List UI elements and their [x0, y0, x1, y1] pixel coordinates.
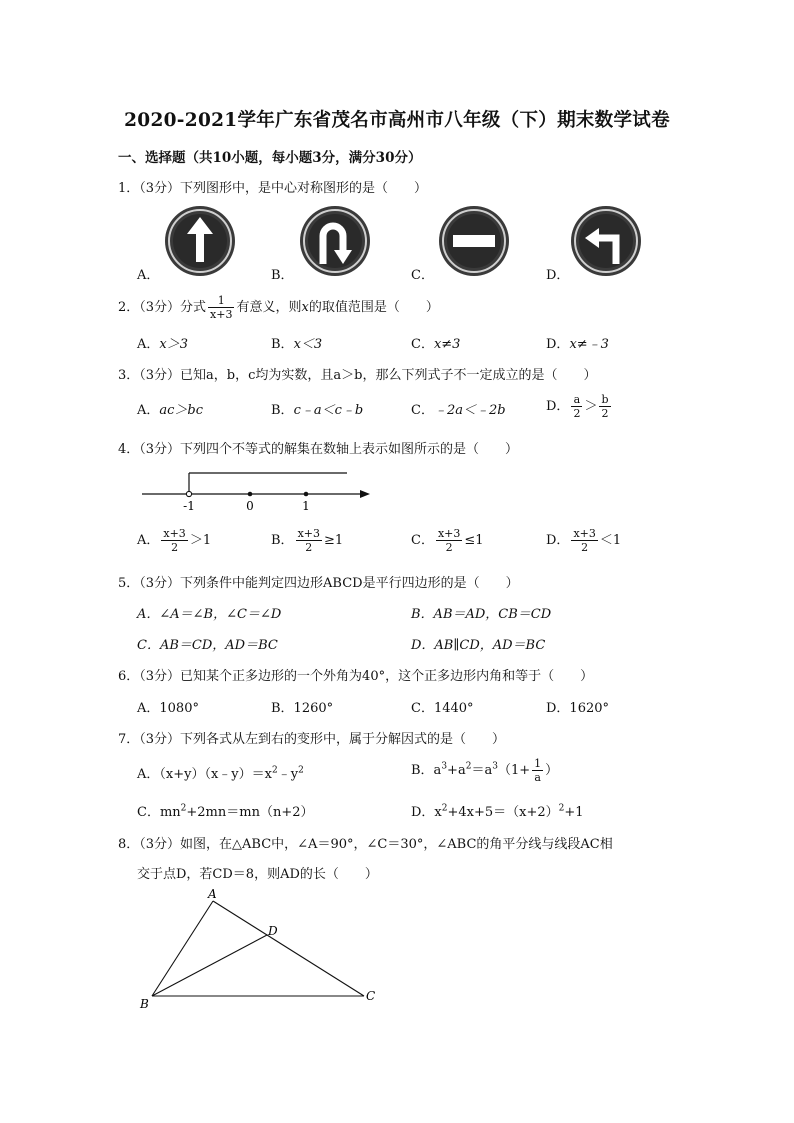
vertex-label-d: D [268, 924, 278, 938]
question-1-stem: 1．（3分）下列图形中，是中心对称图形的是（ ） [118, 181, 428, 196]
q2-stem-pre: 2．（3分）分式 [118, 300, 207, 315]
q2-stem-post: 有意义，则 [236, 300, 302, 315]
q2-option-a: A．x＞3 [137, 337, 188, 352]
question-6-stem: 6．（3分）已知某个正多边形的一个外角为40°，这个正多边形内角和等于（ ） [118, 669, 594, 684]
q5-option-a: A．∠A＝∠B，∠C＝∠D [137, 607, 282, 622]
vertex-label-a: A [208, 887, 217, 901]
up-arrow-sign-icon [163, 204, 237, 278]
q2-fraction [208, 294, 234, 321]
q3-option-b: B．c﹣a＜c﹣b [271, 403, 364, 418]
number-line-figure [140, 466, 380, 516]
question-8-stem-line-1: 8．（3分）如图，在△ABC中，∠A＝90°，∠C＝30°，∠ABC的角平分线与线段AC相 [118, 837, 613, 852]
q3-option-a: A．ac＞bc [137, 403, 204, 418]
section-heading: 一、选择题（共10小题，每小题3分，满分30分） [118, 150, 422, 166]
q7-option-d: D．$x^2+4x+5=(x+2)^2+1$ [411, 803, 584, 820]
q4-option-c: C． $\frac{x+3}{2}$ ≤1 [411, 527, 484, 554]
q1-option-b: B． [271, 268, 294, 283]
q5-option-d: D．AB∥CD，AD＝BC [411, 638, 546, 653]
q1-option-c: C． [411, 268, 434, 283]
q6-option-d: D．1620° [546, 701, 610, 716]
q6-option-a: A．1080° [137, 701, 199, 716]
q1-option-d: D． [546, 268, 570, 283]
q4-option-a: A． $\frac{x+3}{2}$ ＞1 [137, 527, 212, 554]
q1-option-a: A． [137, 268, 160, 283]
q2-option-c: C．x≠3 [411, 337, 461, 352]
question-2-stem [118, 294, 439, 321]
question-4-stem: 4．（3分）下列四个不等式的解集在数轴上表示如图所示的是（ ） [118, 442, 519, 457]
q2-option-b: B．x＜3 [271, 337, 323, 352]
q2-variable: x [301, 300, 309, 315]
question-3-stem: 3．（3分）已知a，b，c均为实数，且a＞b，那么下列式子不一定成立的是（ ） [118, 368, 597, 383]
q4-option-b: B． $\frac{x+3}{2}$ ≥1 [271, 527, 344, 554]
q7-option-b: B．$a^3+a^2=a^3(1+$ $\frac{1}{a}$ ） [411, 757, 559, 784]
u-turn-sign-icon [298, 204, 372, 278]
question-8-stem-line-2: 交于点D，若CD＝8，则AD的长（ ） [137, 867, 378, 882]
no-entry-sign-icon [437, 204, 511, 278]
q3-option-c: C．﹣2a＜﹣2b [411, 403, 506, 418]
turn-left-sign-icon [569, 204, 643, 278]
vertex-label-c: C [366, 989, 376, 1003]
q6-option-c: C．1440° [411, 701, 474, 716]
triangle-figure [136, 886, 386, 1014]
axis-label-minus-one: -1 [183, 499, 195, 513]
q5-option-c: C．AB＝CD，AD＝BC [137, 638, 278, 653]
axis-label-zero: 0 [246, 499, 254, 513]
page-title: 2020-2021学年广东省茂名市高州市八年级（下）期末数学试卷 [124, 110, 670, 131]
q2-frac-num: 1 [208, 294, 234, 308]
q2-frac-den: x+3 [210, 308, 233, 321]
question-7-stem: 7．（3分）下列各式从左到右的变形中，属于分解因式的是（ ） [118, 732, 506, 747]
q6-option-b: B．1260° [271, 701, 334, 716]
q7-option-a: A．$(x+y)(x﹣y)=x^2﹣y^2$ [137, 765, 304, 782]
vertex-label-b: B [140, 997, 149, 1011]
question-5-stem: 5．（3分）下列条件中能判定四边形ABCD是平行四边形的是（ ） [118, 576, 519, 591]
q4-option-d: D． $\frac{x+3}{2}$ ＜1 [546, 527, 622, 554]
q5-option-b: B．AB＝AD，CB＝CD [411, 607, 552, 622]
axis-label-one: 1 [302, 499, 310, 513]
q7-option-c: C．$mn^2+2mn=mn(n+2)$ [137, 803, 314, 820]
q3-option-d: D． $\frac{a}{2}$ ＞ $\frac{b}{2}$ [546, 393, 609, 420]
q2-stem-post2: 的取值范围是（ ） [308, 300, 439, 315]
q2-option-d: D．x≠﹣3 [546, 337, 609, 352]
